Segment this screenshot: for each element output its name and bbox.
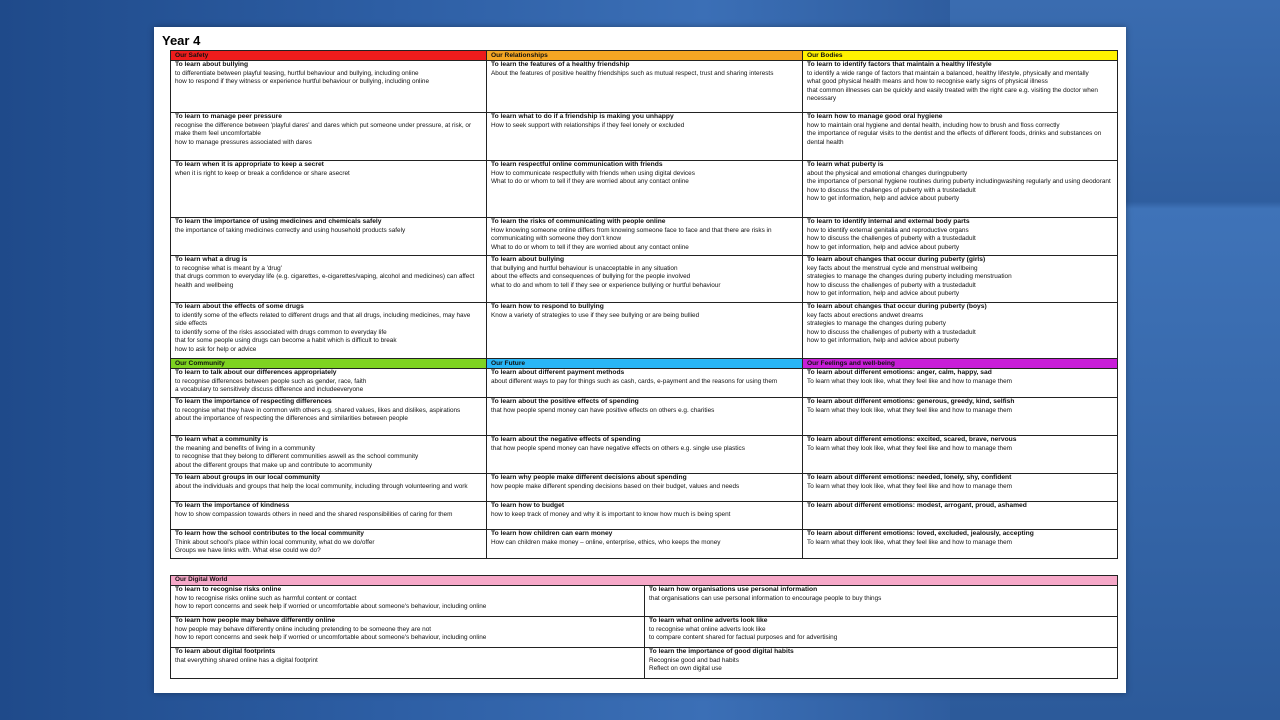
document-page	[154, 27, 1126, 693]
objective-cell	[171, 369, 487, 398]
page-title: Year 4	[162, 33, 201, 48]
objective-detail: that for some people using drugs can become a habit which is difficult to break	[175, 337, 397, 345]
objective-cell	[171, 161, 487, 218]
objective-cell	[171, 218, 487, 256]
objective-detail: what to do and whom to tell if they see or experience bullying or hurtful behaviour	[491, 281, 721, 289]
objective-detail: about different ways to pay for things such as cash, cards, e-payment and the reasons for using them	[491, 377, 778, 385]
objective-cell	[171, 113, 487, 161]
table-row	[171, 113, 1118, 161]
objective-cell	[171, 398, 487, 436]
objective-heading: To learn about different emotions: anger, calm, happy, sad	[807, 369, 992, 376]
objective-detail: that how people spend money can have positive effects on others e.g. charities	[491, 406, 715, 414]
objective-detail: that bullying and hurtful behaviour is unacceptable in any situation	[491, 264, 678, 272]
objective-detail: how to get information, help and advice about puberty	[807, 337, 960, 345]
objective-detail: how to show compassion towards others in need and the shared responsibilities of caring for them	[175, 510, 453, 518]
objective-detail: that drugs common to everyday life (e.g. cigarettes, e-cigarettes/vaping, alcohol and medicines) can affect health and wellbeing	[175, 273, 475, 289]
objective-detail: to recognise differences between people such as gender, race, faith	[175, 377, 367, 385]
objective-detail: how to identify external genitalia and reproductive organs	[807, 226, 969, 234]
objective-detail: how to recognise risks online such as harmful content or contact	[175, 594, 357, 602]
header-row-top	[171, 51, 1118, 61]
table-row	[171, 648, 1118, 679]
section-header: Our Relationships	[487, 51, 803, 61]
objective-detail: about the importance of respecting the differences and similarities between people	[175, 415, 408, 423]
objective-cell	[803, 474, 1118, 502]
objective-cell	[803, 303, 1118, 359]
objective-detail: Groups we have links with. What else could we do?	[175, 547, 321, 555]
objective-heading: To learn about the effects of some drugs	[175, 303, 304, 310]
objective-cell	[645, 617, 1118, 648]
objective-heading: To learn the importance of using medicines and chemicals safely	[175, 218, 382, 225]
objective-detail: How to seek support with relationships if they feel lonely or excluded	[491, 121, 685, 129]
objective-heading: To learn about the negative effects of spending	[491, 436, 641, 443]
objective-cell	[487, 303, 803, 359]
objective-detail: how people may behave differently online including pretending to be someone they are not	[175, 625, 432, 633]
table-row	[171, 303, 1118, 359]
objective-detail: how to discuss the challenges of puberty with a trustedadult	[807, 186, 976, 194]
objective-heading: To learn what to do if a friendship is making you unhappy	[491, 113, 674, 120]
objective-cell	[171, 61, 487, 113]
objective-detail: to identify some of the effects related to different drugs and that all drugs, including medicines, may have side effects	[175, 311, 471, 328]
objective-detail: to differentiate between playful teasing, hurtful behaviour and bullying, including online	[175, 69, 419, 77]
objective-detail: the importance of personal hygiene routines during puberty includingwashing regularly and using deodorant	[807, 178, 1111, 186]
objective-detail: how to ask for help or advice	[175, 345, 257, 353]
table-row	[171, 61, 1118, 113]
objective-heading: To learn how to budget	[491, 502, 565, 509]
objective-detail: how to report concerns and seek help if worried or uncomfortable about someone's behaviour, including online	[175, 603, 487, 611]
objective-cell	[171, 303, 487, 359]
objective-detail: What to do or whom to tell if they are worried about any contact online	[491, 178, 689, 186]
objective-detail: that how people spend money can have negative effects on others e.g. single use plastics	[491, 444, 745, 452]
objective-detail: To learn what they look like, what they feel like and how to manage them	[807, 444, 1012, 452]
objective-detail: the importance of regular visits to the dentist and the effects of different foods, drinks and substances on dental health	[807, 130, 1102, 146]
objective-detail: what good physical health means and how to recognise early signs of physical illness	[807, 78, 1048, 86]
objective-heading: To learn the features of a healthy friendship	[491, 61, 630, 68]
objective-detail: the meaning and benefits of living in a community	[175, 444, 315, 452]
objective-cell	[487, 398, 803, 436]
objective-heading: To learn when it is appropriate to keep a secret	[175, 161, 324, 168]
objective-cell	[487, 369, 803, 398]
objective-heading: To learn about digital footprints	[175, 648, 276, 655]
objective-cell	[487, 113, 803, 161]
objective-cell	[487, 161, 803, 218]
objective-cell	[487, 474, 803, 502]
objective-detail: how to maintain oral hygiene and dental health, including how to brush and floss correctly	[807, 121, 1060, 129]
objective-cell	[803, 398, 1118, 436]
objective-heading: To learn to talk about our differences appropriately	[175, 369, 337, 376]
objective-detail: key facts about erections andwet dreams	[807, 311, 924, 319]
objective-cell	[487, 61, 803, 113]
table-row	[171, 218, 1118, 256]
objective-heading: To learn respectful online communication with friends	[491, 161, 663, 168]
section-header: Our Bodies	[803, 51, 1118, 61]
objective-detail: how to discuss the challenges of puberty with a trustedadult	[807, 281, 976, 289]
table-row	[171, 586, 1118, 617]
objective-detail: to compare content shared for factual purposes and for advertising	[649, 634, 838, 642]
table-row	[171, 256, 1118, 303]
objective-heading: To learn how people may behave differently online	[175, 617, 336, 624]
objective-cell	[487, 436, 803, 474]
objective-heading: To learn about different emotions: modest, arrogant, proud, ashamed	[807, 502, 1027, 509]
objective-detail: Recognise good and bad habits	[649, 656, 739, 664]
objective-cell	[645, 648, 1118, 679]
objective-detail: when it is right to keep or break a confidence or share asecret	[175, 169, 350, 177]
objective-heading: To learn what a community is	[175, 436, 269, 443]
objective-detail: to identify a wide range of factors that maintain a balanced, healthy lifestyle, physically and mentally	[807, 69, 1089, 77]
objective-cell	[645, 586, 1118, 617]
objective-cell	[171, 502, 487, 530]
objective-heading: To learn what online adverts look like	[649, 617, 768, 624]
objective-heading: To learn the risks of communicating with people online	[491, 218, 666, 225]
objective-detail: What to do or whom to tell if they are worried about any contact online	[491, 243, 689, 251]
objective-detail: How knowing someone online differs from knowing someone face to face and that there are risks in communicating with someone they don't know	[491, 226, 772, 243]
objective-heading: To learn what puberty is	[807, 161, 884, 168]
objective-detail: To learn what they look like, what they feel like and how to manage them	[807, 538, 1012, 546]
objective-heading: To learn about changes that occur during puberty (boys)	[807, 303, 987, 310]
objective-cell	[803, 530, 1118, 559]
objective-detail: how to get information, help and advice about puberty	[807, 195, 960, 203]
objective-detail: how to discuss the challenges of puberty with a trustedadult	[807, 328, 976, 336]
objective-detail: To learn what they look like, what they feel like and how to manage them	[807, 482, 1012, 490]
curriculum-table	[170, 50, 1118, 559]
objective-detail: About the features of positive healthy friendships such as mutual respect, trust and sharing interests	[491, 69, 774, 77]
objective-cell	[803, 61, 1118, 113]
table-row	[171, 617, 1118, 648]
section-header: Our Feelings and well-being	[803, 359, 1118, 369]
objective-heading: To learn how to manage good oral hygiene	[807, 113, 943, 120]
objective-heading: To learn how to respond to bullying	[491, 303, 604, 310]
objective-detail: To learn what they look like, what they feel like and how to manage them	[807, 406, 1012, 414]
section-header: Our Future	[487, 359, 803, 369]
objective-heading: To learn to identify factors that maintain a healthy lifestyle	[807, 61, 992, 68]
table-row	[171, 530, 1118, 559]
objective-detail: recognise the difference between 'playful dares' and dares which put someone under pressure, at risk, or make them feel uncomfortable	[175, 121, 472, 138]
objective-detail: Reflect on own digital use	[649, 665, 722, 673]
objective-detail: to identify some of the risks associated with drugs common to everyday life	[175, 328, 387, 336]
objective-heading: To learn to recognise risks online	[175, 586, 282, 593]
section-header: Our Community	[171, 359, 487, 369]
section-header: Our Safety	[171, 51, 487, 61]
objective-detail: Know a variety of strategies to use if they see bullying or are being bullied	[491, 311, 700, 319]
objective-cell	[803, 256, 1118, 303]
objective-cell	[803, 502, 1118, 530]
objective-cell	[803, 369, 1118, 398]
objective-detail: how to get information, help and advice about puberty	[807, 243, 960, 251]
objective-detail: a vocabulary to sensitively discuss difference and includeeveryone	[175, 386, 364, 394]
objective-detail: to recognise that they belong to different communities aswell as the school community	[175, 453, 419, 461]
header-row-bottom	[171, 359, 1118, 369]
objective-cell	[803, 113, 1118, 161]
objective-detail: to recognise what online adverts look like	[649, 625, 766, 633]
header-row-digital	[171, 576, 1118, 586]
objective-heading: To learn how organisations use personal information	[649, 586, 818, 593]
objective-detail: To learn what they look like, what they feel like and how to manage them	[807, 377, 1012, 385]
objective-heading: To learn about changes that occur during puberty (girls)	[807, 256, 986, 263]
objective-heading: To learn to manage peer pressure	[175, 113, 282, 120]
table-row	[171, 161, 1118, 218]
objective-detail: that organisations can use personal information to encourage people to buy things	[649, 594, 882, 602]
objective-cell	[171, 436, 487, 474]
objective-heading: To learn about the positive effects of spending	[491, 398, 639, 405]
objective-heading: To learn about different emotions: excited, scared, brave, nervous	[807, 436, 1017, 443]
objective-detail: about the physical and emotional changes duringpuberty	[807, 169, 968, 177]
objective-detail: the importance of taking medicines correctly and using household products safely	[175, 226, 406, 234]
objective-detail: about the effects and consequences of bullying for the people involved	[491, 273, 691, 281]
objective-detail: about the individuals and groups that help the local community, including through volunteering and work	[175, 482, 468, 490]
objective-cell	[803, 436, 1118, 474]
table-row	[171, 436, 1118, 474]
objective-cell	[171, 617, 645, 648]
objective-heading: To learn about groups in our local community	[175, 474, 321, 481]
objective-detail: about the different groups that make up and contribute to acommunity	[175, 461, 373, 469]
objective-heading: To learn about different emotions: generous, greedy, kind, selfish	[807, 398, 1015, 405]
objective-cell	[803, 218, 1118, 256]
objective-cell	[487, 502, 803, 530]
objective-cell	[171, 474, 487, 502]
objective-heading: To learn how children can earn money	[491, 530, 613, 537]
objective-detail: how people make different spending decisions based on their budget, values and needs	[491, 482, 740, 490]
objective-cell	[803, 161, 1118, 218]
objective-heading: To learn why people make different decisions about spending	[491, 474, 687, 481]
objective-detail: strategies to manage the changes during puberty including menstruation	[807, 273, 1012, 281]
table-row	[171, 398, 1118, 436]
objective-detail: to recognise what is meant by a 'drug'	[175, 264, 282, 272]
objective-cell	[171, 586, 645, 617]
objective-heading: To learn about bullying	[175, 61, 249, 68]
table-row	[171, 502, 1118, 530]
objective-heading: To learn about different emotions: needed, lonely, shy, confident	[807, 474, 1012, 481]
objective-heading: To learn the importance of good digital habits	[649, 648, 794, 655]
objective-detail: strategies to manage the changes during puberty	[807, 320, 946, 328]
objective-heading: To learn how the school contributes to the local community	[175, 530, 364, 537]
objective-cell	[171, 648, 645, 679]
objective-cell	[487, 218, 803, 256]
objective-detail: that everything shared online has a digital footprint	[175, 656, 318, 664]
digital-world-table	[170, 575, 1118, 679]
objective-detail: how to discuss the challenges of puberty with a trustedadult	[807, 235, 976, 243]
objective-cell	[171, 256, 487, 303]
section-header: Our Digital World	[171, 576, 1118, 586]
objective-heading: To learn the importance of kindness	[175, 502, 290, 509]
objective-detail: how to keep track of money and why it is important to know how much is being spent	[491, 510, 731, 518]
objective-detail: How can children make money – online, enterprise, ethics, who keeps the money	[491, 538, 721, 546]
objective-detail: Think about school's place within local community, what do we do/offer	[175, 538, 375, 546]
objective-detail: how to manage pressures associated with dares	[175, 138, 312, 146]
objective-detail: How to communicate respectfully with friends when using digital devices	[491, 169, 695, 177]
objective-detail: how to report concerns and seek help if worried or uncomfortable about someone's behaviour, including online	[175, 634, 487, 642]
objective-cell	[487, 530, 803, 559]
objective-heading: To learn what a drug is	[175, 256, 248, 263]
objective-detail: key facts about the menstrual cycle and menstrual wellbeing	[807, 264, 978, 272]
table-row	[171, 474, 1118, 502]
objective-cell	[171, 530, 487, 559]
objective-heading: To learn about different payment methods	[491, 369, 625, 376]
objective-heading: To learn to identify internal and external body parts	[807, 218, 970, 225]
table-row	[171, 369, 1118, 398]
objective-heading: To learn about different emotions: loved, excluded, jealously, accepting	[807, 530, 1034, 537]
objective-heading: To learn about bullying	[491, 256, 565, 263]
objective-heading: To learn the importance of respecting differences	[175, 398, 332, 405]
objective-detail: that common illnesses can be quickly and easily treated with the right care e.g. visiting the doctor when necessary	[807, 86, 1098, 103]
objective-detail: to recognise what they have in common with others e.g. shared values, likes and dislikes, aspirations	[175, 406, 461, 414]
objective-cell	[487, 256, 803, 303]
objective-detail: how to respond if they witness or experience hurtful behaviour or bullying, including online	[175, 78, 429, 86]
objective-detail: how to get information, help and advice about puberty	[807, 290, 960, 298]
